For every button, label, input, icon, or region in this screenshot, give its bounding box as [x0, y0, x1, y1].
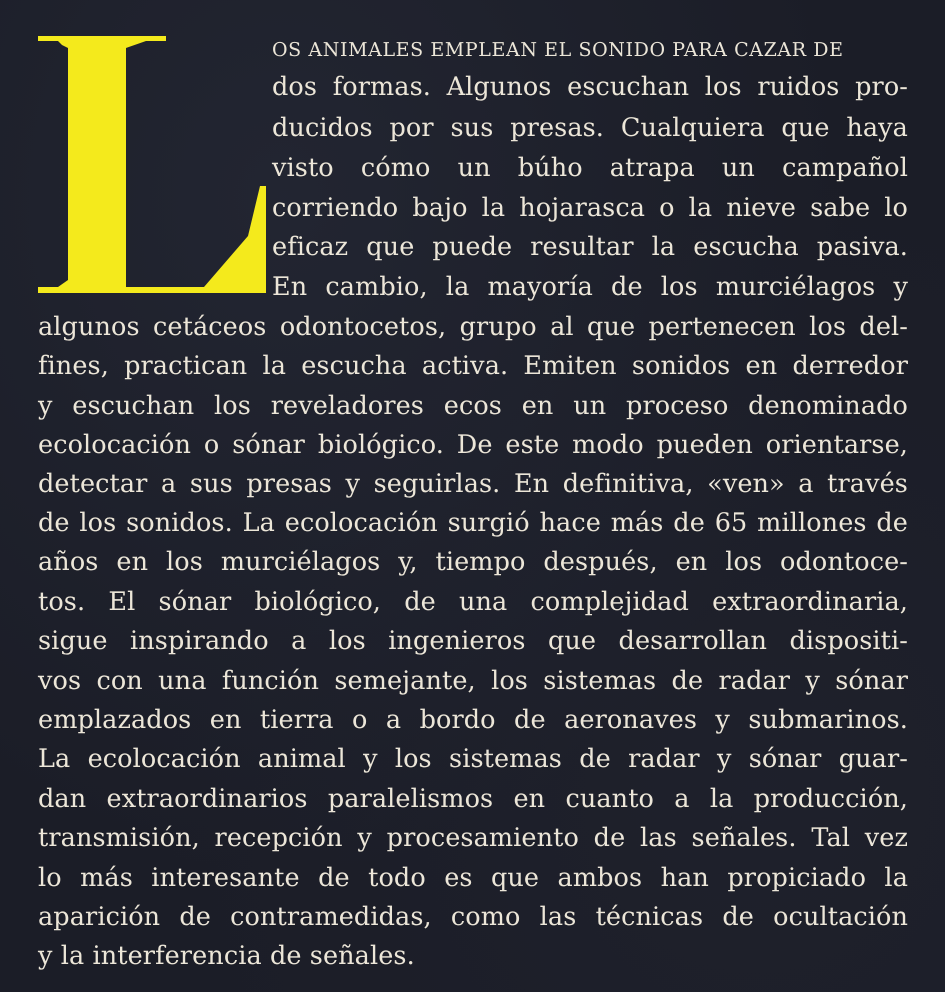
article-line: ecolocación o sónar biológico. De este modo pueden orientarse, [38, 430, 908, 460]
article-line: y escuchan los reveladores ecos en un proceso denominado [38, 391, 908, 421]
article-line: visto cómo un búho atrapa un campañol [272, 153, 908, 183]
article-line: corriendo bajo la hojarasca o la nieve sabe lo [272, 193, 908, 223]
article-line: detectar a sus presas y seguirlas. En definitiva, «ven» a través [38, 469, 908, 499]
article-line: En cambio, la mayoría de los murciélagos y [272, 272, 908, 302]
article-line: OS ANIMALES EMPLEAN EL SONIDO PARA CAZAR DE [272, 39, 844, 61]
article-line: tos. El sónar biológico, de una complejidad extraordinaria, [38, 587, 908, 617]
article-line: eficaz que puede resultar la escucha pasiva. [272, 232, 908, 262]
article-line: La ecolocación animal y los sistemas de radar y sónar guar- [38, 744, 908, 774]
article-line: y la interferencia de señales. [38, 941, 415, 971]
article-line: años en los murciélagos y, tiempo después, en los odontoce- [38, 547, 908, 577]
article-line: algunos cetáceos odontocetos, grupo al que pertenecen los del- [38, 312, 908, 342]
article-line: dan extraordinarios paralelismos en cuanto a la producción, [38, 784, 908, 814]
article-line: lo más interesante de todo es que ambos han propiciado la [38, 863, 908, 893]
article-line: sigue inspirando a los ingenieros que desarrollan dispositi- [38, 626, 908, 656]
article-line: ducidos por sus presas. Cualquiera que haya [272, 113, 908, 143]
article-line: fines, practican la escucha activa. Emiten sonidos en derredor [38, 351, 908, 381]
article-line: de los sonidos. La ecolocación surgió hace más de 65 millones de [38, 508, 908, 538]
article-line: emplazados en tierra o a bordo de aeronaves y submarinos. [38, 705, 908, 735]
article-line: vos con una función semejante, los sistemas de radar y sónar [38, 666, 908, 696]
drop-cap-letter [34, 10, 270, 302]
article-line: dos formas. Algunos escuchan los ruidos pro- [272, 72, 908, 102]
article-line: transmisión, recepción y procesamiento de las señales. Tal vez [38, 823, 908, 853]
article-line: aparición de contramedidas, como las técnicas de ocultación [38, 902, 908, 932]
